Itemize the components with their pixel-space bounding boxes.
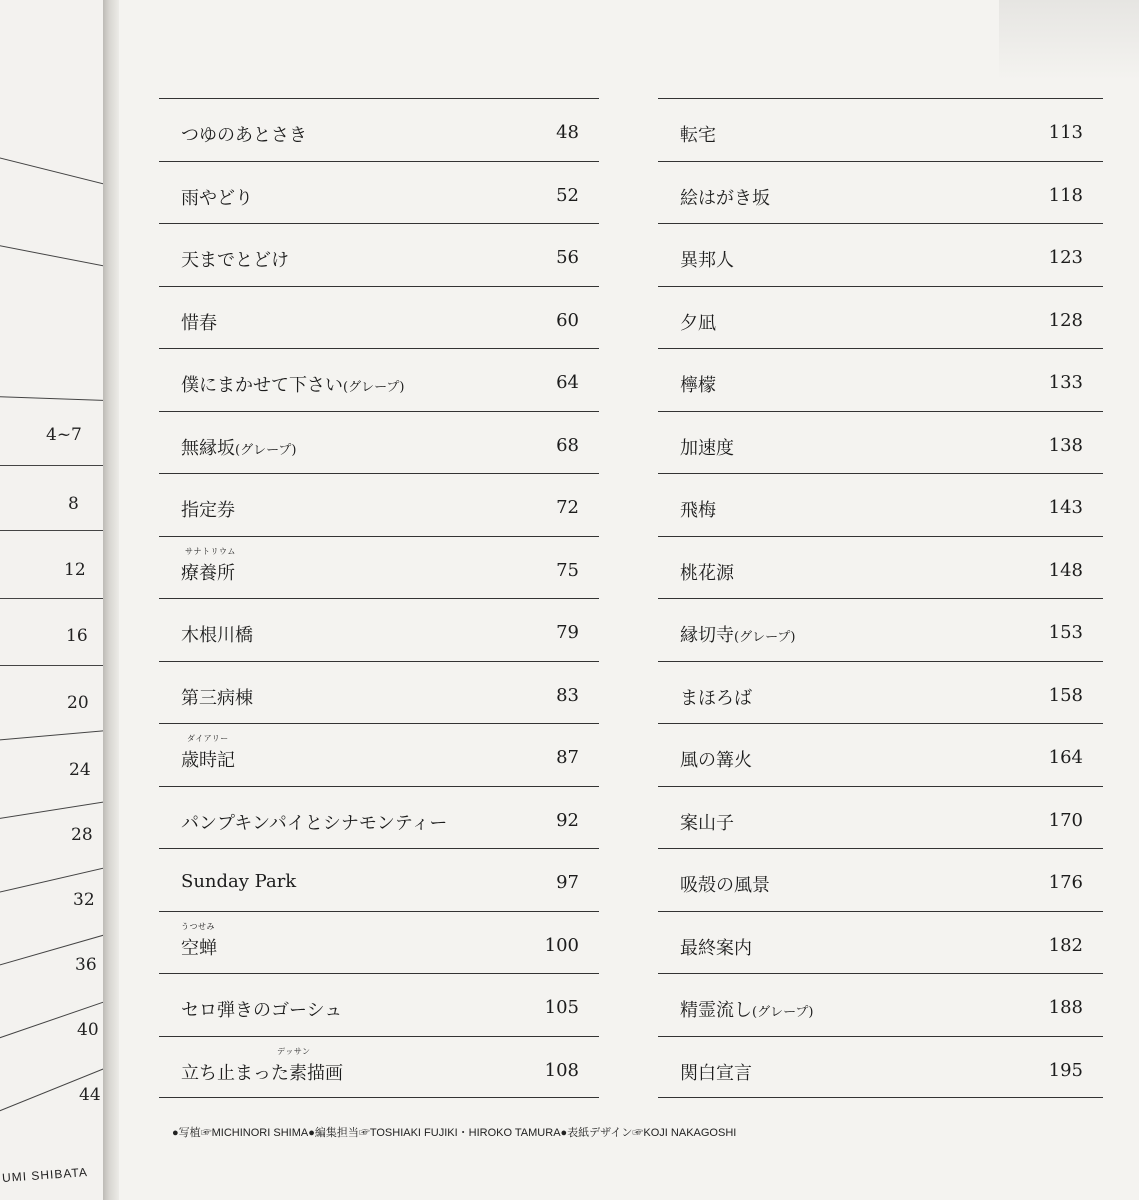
toc-title-text: 案山子 bbox=[680, 812, 734, 834]
toc-entry-title bbox=[181, 184, 253, 210]
toc-entry-title bbox=[181, 934, 217, 960]
toc-entry bbox=[159, 848, 599, 911]
toc-entry-title bbox=[680, 684, 752, 710]
toc-entry-page: 188 bbox=[1048, 997, 1083, 1018]
toc-entry bbox=[159, 598, 599, 661]
left-rule bbox=[0, 530, 103, 531]
toc-entry bbox=[159, 348, 599, 411]
toc-entry bbox=[159, 1036, 599, 1099]
toc-entry-page: 60 bbox=[556, 309, 579, 331]
toc-title-text: 飛梅 bbox=[680, 500, 716, 521]
toc-title-text: 絵はがき坂 bbox=[680, 187, 770, 209]
left-page-number: 24 bbox=[69, 760, 91, 780]
toc-title-note: (グレープ) bbox=[752, 1005, 814, 1020]
toc-title-text: セロ弾きのゴーシュ bbox=[181, 1000, 343, 1021]
toc-entry-page: 64 bbox=[556, 372, 579, 393]
left-rule bbox=[0, 153, 103, 188]
toc-entry-page: 105 bbox=[544, 997, 579, 1018]
toc-title-text: 夕凪 bbox=[680, 312, 716, 334]
left-rule bbox=[0, 465, 103, 466]
toc-entry bbox=[658, 661, 1103, 724]
toc-title-text: 療養所 bbox=[181, 562, 235, 584]
toc-entry bbox=[658, 536, 1103, 599]
left-rule bbox=[0, 729, 103, 742]
toc-entry-title bbox=[181, 621, 253, 647]
left-page-number: 12 bbox=[64, 560, 86, 580]
toc-entry-page: 75 bbox=[556, 559, 579, 581]
book-gutter bbox=[103, 0, 119, 1200]
toc-entry-title bbox=[181, 746, 235, 772]
toc-entry-title bbox=[680, 621, 796, 647]
toc-entry bbox=[658, 473, 1103, 536]
left-rule bbox=[0, 665, 103, 666]
toc-entry-title bbox=[181, 246, 289, 272]
toc-entry-page: 68 bbox=[556, 434, 579, 456]
toc-entry bbox=[159, 723, 599, 786]
toc-entry bbox=[159, 911, 599, 974]
toc-entry bbox=[159, 786, 599, 849]
toc-entry-page: 170 bbox=[1048, 809, 1083, 831]
toc-entry-title bbox=[680, 121, 716, 147]
toc-entry-title bbox=[680, 246, 734, 272]
toc-entry bbox=[658, 598, 1103, 661]
toc-entry-title bbox=[181, 371, 405, 397]
toc-entry-title bbox=[680, 496, 716, 522]
toc-entry-title bbox=[680, 996, 814, 1022]
toc-title-text: 吸殻の風景 bbox=[680, 875, 770, 896]
toc-entry-page: 138 bbox=[1048, 434, 1083, 456]
toc-column-right bbox=[658, 98, 1103, 1098]
toc-title-text: 転宅 bbox=[680, 125, 716, 146]
toc-title-text: 関白宣言 bbox=[680, 1062, 752, 1084]
toc-title-text: 最終案内 bbox=[680, 937, 752, 959]
left-page-number: 16 bbox=[66, 626, 88, 646]
toc-ruby-reading: ダイアリー bbox=[187, 734, 229, 743]
toc-entry-title bbox=[680, 809, 734, 835]
toc-entry-title bbox=[181, 684, 253, 710]
toc-entry-page: 182 bbox=[1048, 934, 1083, 956]
toc-entry-page: 56 bbox=[556, 247, 579, 268]
left-rule bbox=[0, 396, 103, 402]
toc-entry-page: 133 bbox=[1048, 372, 1083, 393]
toc-entry-page: 123 bbox=[1048, 247, 1083, 268]
toc-entry-page: 108 bbox=[544, 1059, 579, 1081]
toc-title-text: 桃花源 bbox=[680, 562, 734, 584]
toc-title-text: 無縁坂 bbox=[181, 437, 235, 459]
toc-entry bbox=[159, 473, 599, 536]
toc-ruby-reading: うつせみ bbox=[181, 921, 215, 931]
left-page-number: 44 bbox=[79, 1085, 101, 1105]
toc-entry-page: 128 bbox=[1048, 309, 1083, 331]
toc-entry-page: 164 bbox=[1048, 747, 1083, 768]
toc-entry bbox=[159, 411, 599, 474]
toc-title-note: (グレープ) bbox=[235, 442, 297, 458]
left-page-footer: UMI SHIBATA bbox=[1, 1165, 89, 1185]
toc-title-text: 第三病棟 bbox=[181, 687, 253, 709]
left-rule bbox=[0, 242, 103, 270]
toc-ruby-reading: サナトリウム bbox=[185, 546, 236, 556]
left-page-number: 28 bbox=[71, 825, 93, 845]
toc-title-text: まほろば bbox=[680, 687, 752, 709]
toc-entry-page: 195 bbox=[1048, 1059, 1083, 1081]
toc-title-text: 立ち止まった素描画 bbox=[181, 1062, 343, 1084]
toc-entry-title bbox=[181, 996, 342, 1022]
toc-title-text: 歳時記 bbox=[181, 750, 235, 771]
toc-entry-page: 158 bbox=[1048, 684, 1083, 706]
toc-entry-title bbox=[680, 1059, 752, 1085]
toc-title-text: 加速度 bbox=[680, 437, 734, 459]
left-page-number: 4~7 bbox=[46, 425, 82, 445]
left-rule bbox=[0, 598, 103, 599]
toc-entry-title bbox=[181, 871, 296, 892]
toc-title-text: 木根川橋 bbox=[181, 625, 253, 646]
toc-entry bbox=[658, 848, 1103, 911]
toc-entry-title bbox=[181, 1059, 343, 1085]
left-page-number: 20 bbox=[67, 693, 89, 713]
toc-title-text: パンプキンパイとシナモンティー bbox=[181, 812, 448, 834]
left-rule bbox=[0, 799, 103, 822]
toc-entry-page: 148 bbox=[1048, 559, 1083, 581]
toc-entry bbox=[159, 661, 599, 724]
toc-entry-title bbox=[680, 184, 770, 210]
toc-title-text: 縁切寺 bbox=[680, 625, 734, 646]
toc-title-note: (グレープ) bbox=[343, 380, 405, 395]
left-page-number: 36 bbox=[75, 955, 97, 975]
toc-entry-page: 176 bbox=[1048, 872, 1083, 893]
toc-entry bbox=[159, 161, 599, 224]
credits-line: ●写植☞MICHINORI SHIMA●編集担当☞TOSHIAKI FUJIKI・HIROKO TAMURA●表紙デザイン☞KOJI NAKAGOSHI bbox=[172, 1127, 737, 1139]
toc-entry bbox=[658, 286, 1103, 349]
toc-entry bbox=[159, 536, 599, 599]
toc-entry-title bbox=[181, 809, 447, 835]
toc-entry bbox=[658, 98, 1103, 161]
toc-entry-page: 87 bbox=[556, 747, 579, 768]
toc-entry-title bbox=[680, 434, 734, 460]
toc-ruby-reading: デッサン bbox=[277, 1046, 311, 1056]
toc-title-text: 風の篝火 bbox=[680, 750, 752, 771]
toc-entry-page: 100 bbox=[544, 934, 579, 956]
toc-entry-page: 143 bbox=[1048, 497, 1083, 518]
toc-entry-title bbox=[181, 121, 307, 147]
toc-entry bbox=[658, 1036, 1103, 1099]
toc-column-left bbox=[159, 98, 599, 1098]
toc-entry-page: 52 bbox=[556, 184, 579, 206]
toc-entry-page: 113 bbox=[1048, 122, 1083, 143]
toc-entry bbox=[658, 786, 1103, 849]
toc-entry-title bbox=[680, 934, 752, 960]
toc-title-text: 檸檬 bbox=[680, 375, 716, 396]
toc-title-text: 雨やどり bbox=[181, 187, 253, 209]
toc-entry-page: 79 bbox=[556, 622, 579, 643]
toc-entry-page: 118 bbox=[1048, 184, 1083, 206]
toc-entry bbox=[159, 973, 599, 1036]
toc-title-text: 指定券 bbox=[181, 500, 235, 521]
toc-entry bbox=[658, 973, 1103, 1036]
toc-entry-title bbox=[680, 746, 752, 772]
toc-title-note: (グレープ) bbox=[734, 630, 796, 645]
toc-title-text: 精霊流し bbox=[680, 1000, 752, 1021]
toc-entry-page: 153 bbox=[1048, 622, 1083, 643]
toc-entry bbox=[159, 223, 599, 286]
toc-title-text: Sunday Park bbox=[181, 871, 297, 892]
toc-entry-title bbox=[181, 309, 217, 335]
toc-entry-page: 97 bbox=[556, 872, 579, 893]
toc-entry-title bbox=[181, 434, 297, 460]
toc-title-text: 異邦人 bbox=[680, 250, 734, 271]
toc-entry bbox=[658, 411, 1103, 474]
toc-title-text: つゆのあとさき bbox=[181, 125, 307, 146]
toc-entry bbox=[658, 161, 1103, 224]
toc-entry-page: 92 bbox=[556, 809, 579, 831]
toc-entry bbox=[658, 723, 1103, 786]
toc-entry-title bbox=[680, 559, 734, 585]
toc-entry-page: 83 bbox=[556, 684, 579, 706]
left-page bbox=[0, 0, 103, 1200]
toc-entry bbox=[159, 286, 599, 349]
left-page-number: 32 bbox=[73, 890, 95, 910]
toc-entry-page: 72 bbox=[556, 497, 579, 518]
toc-entry-page: 48 bbox=[556, 122, 579, 143]
toc-entry-title bbox=[680, 309, 716, 335]
toc-entry-title bbox=[181, 496, 235, 522]
toc-entry-title bbox=[680, 371, 716, 397]
toc-title-text: 僕にまかせて下さい bbox=[181, 375, 343, 396]
toc-entry-title bbox=[680, 871, 770, 897]
toc-title-text: 天までとどけ bbox=[181, 250, 289, 271]
toc-entry bbox=[658, 223, 1103, 286]
toc-entry bbox=[159, 98, 599, 161]
toc-title-text: 空蝉 bbox=[181, 937, 217, 959]
left-page-number: 40 bbox=[77, 1020, 99, 1040]
toc-entry bbox=[658, 348, 1103, 411]
show-through-shadow bbox=[999, 0, 1139, 80]
toc-entry-title bbox=[181, 559, 235, 585]
toc-entry bbox=[658, 911, 1103, 974]
toc-title-text: 惜春 bbox=[181, 312, 217, 334]
left-page-number: 8 bbox=[68, 494, 79, 514]
